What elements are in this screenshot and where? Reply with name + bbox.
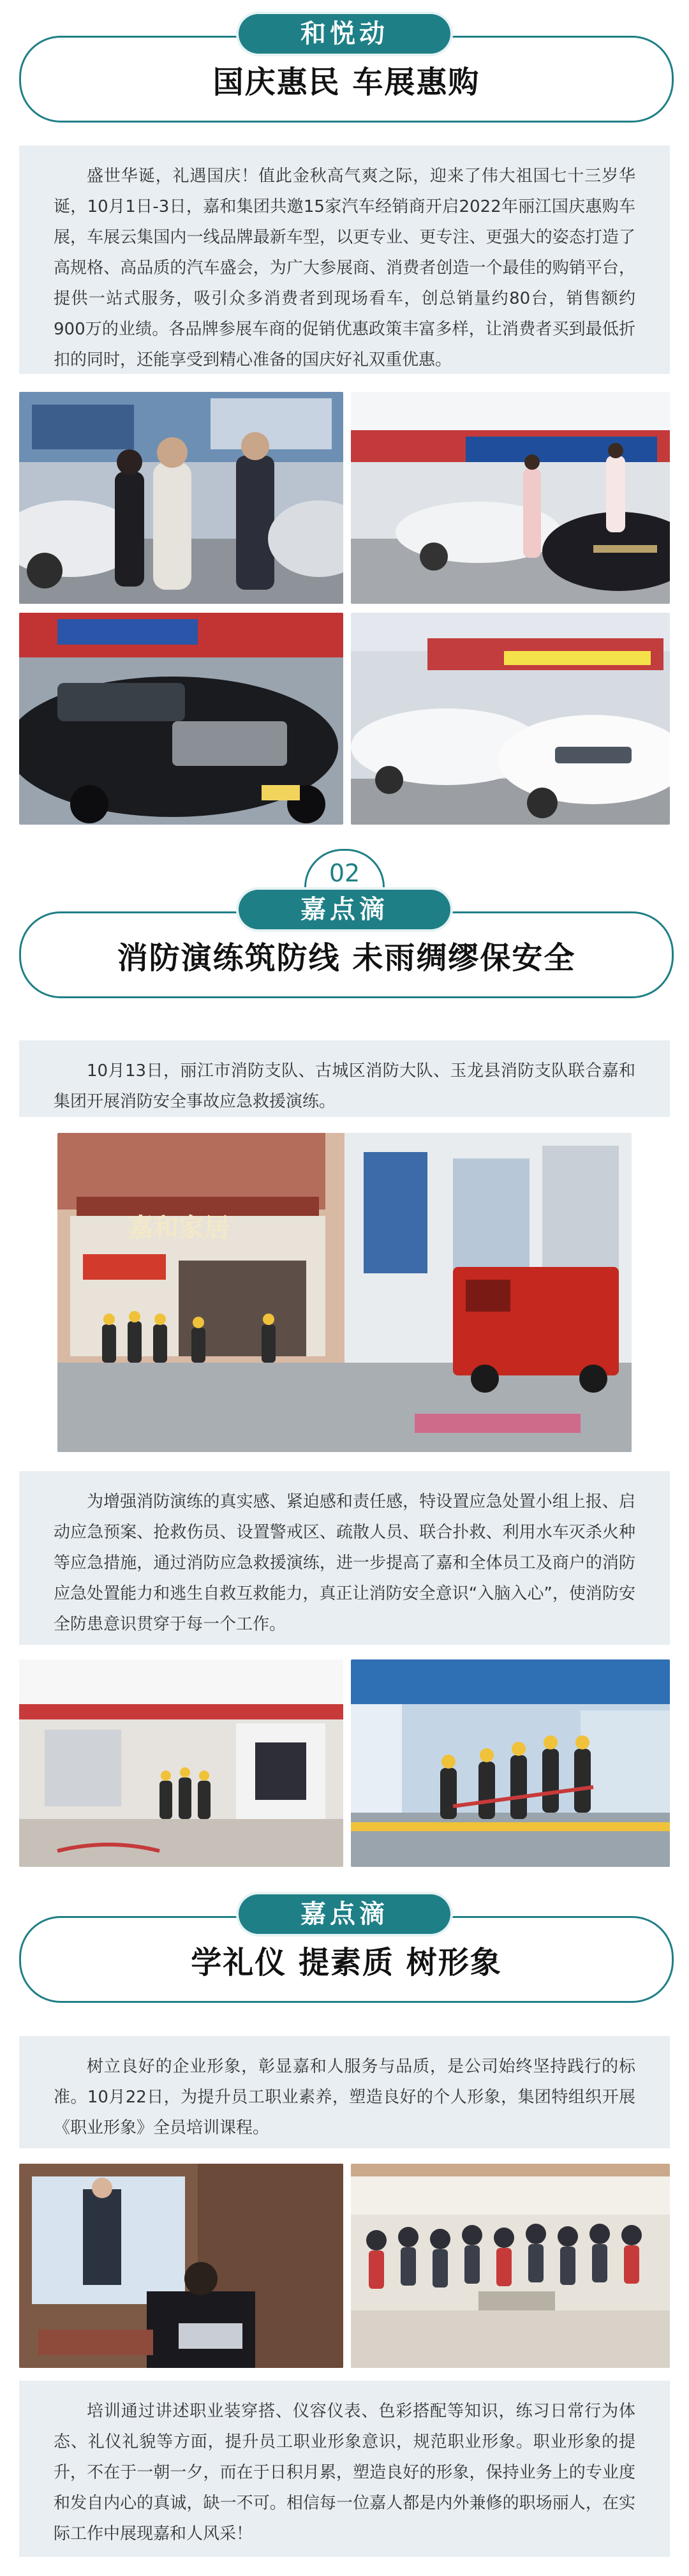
section2-pill: 嘉点滴 xyxy=(239,890,450,929)
section2-paragraph2: 为增强消防演练的真实感、紧迫感和责任感，特设置应急处置小组上报、启动应急预案、抢救伤员、设置警戒区、疏散人员、联合扑救、利用水车灭杀火种等应急措施，通过消防应急救援演练，进一步提高了嘉和全体员工及商户的消防应急处置能力和逃生自救互救能力，真正让消防安全意识“入脑入心”，使消防安全防患意识贯穿于每一个工作。 xyxy=(19,1471,670,1645)
white-sedans-photo xyxy=(351,613,670,825)
training-audience-photo xyxy=(351,2164,670,2368)
section3-header xyxy=(0,1889,689,2036)
section3-pill: 嘉点滴 xyxy=(239,1894,450,1934)
hose-drill-photo xyxy=(351,1659,670,1867)
section2-number: 02 xyxy=(304,849,385,892)
section2-paragraph1: 10月13日，丽江市消防支队、古城区消防大队、玉龙县消防支队联合嘉和集团开展消防安全事故应急救援演练。 xyxy=(19,1040,670,1117)
section1-header xyxy=(0,0,689,147)
storefront-sign: 嘉和家居 xyxy=(128,1213,230,1243)
evacuation-drill-photo xyxy=(19,1659,343,1867)
section3-title: 学礼仪 提素质 树形象 xyxy=(19,1916,674,2003)
black-suv-photo xyxy=(19,613,343,825)
car-show-customers-photo xyxy=(19,392,343,604)
section1-title: 国庆惠民 车展惠购 xyxy=(19,36,674,123)
section2-title: 消防演练筑防线 未雨绸缪保安全 xyxy=(19,911,674,998)
section2-header xyxy=(0,849,689,1028)
section3-paragraph2: 培训通过讲述职业装穿搭、仪容仪表、色彩搭配等知识，练习日常行为体态、礼仪礼貌等方面，提升员工职业形象意识，规范职业形象。职业形象的提升，不在于一朝一夕，而在于日积月累，塑造良好的形象，保持业务上的专业度和发自内心的真诚，缺一不可。相信每一位嘉人都是内外兼修的职场丽人，在实际工作中展现嘉和人风采！ xyxy=(19,2381,670,2557)
section1-pill: 和悦动 xyxy=(239,14,450,54)
car-show-models-photo xyxy=(351,392,670,604)
etiquette-lecture-photo xyxy=(19,2164,343,2368)
section3-paragraph1: 树立良好的企业形象，彰显嘉和人服务与品质，是公司始终坚持践行的标准。10月22日，为提升员工职业素养，塑造良好的个人形象，集团特组织开展《职业形象》全员培训课程。 xyxy=(19,2036,670,2148)
fire-drill-storefront-photo xyxy=(57,1133,632,1452)
section1-paragraph: 盛世华诞，礼遇国庆！值此金秋高气爽之际，迎来了伟大祖国七十三岁华诞，10月1日-3日，嘉和集团共邀15家汽车经销商开启2022年丽江国庆惠购车展，车展云集国内一线品牌最新车型，以更专业、更专注、更强大的姿态打造了高规格、高品质的汽车盛会，为广大参展商、消费者创造一个最佳的购销平台，提供一站式服务，吸引众多消费者到现场看车，创总销量约80台，销售额约900万的业绩。各品牌参展车商的促销优惠政策丰富多样，让消费者买到最低折扣的同时，还能享受到精心准备的国庆好礼双重优惠。 xyxy=(19,146,670,374)
